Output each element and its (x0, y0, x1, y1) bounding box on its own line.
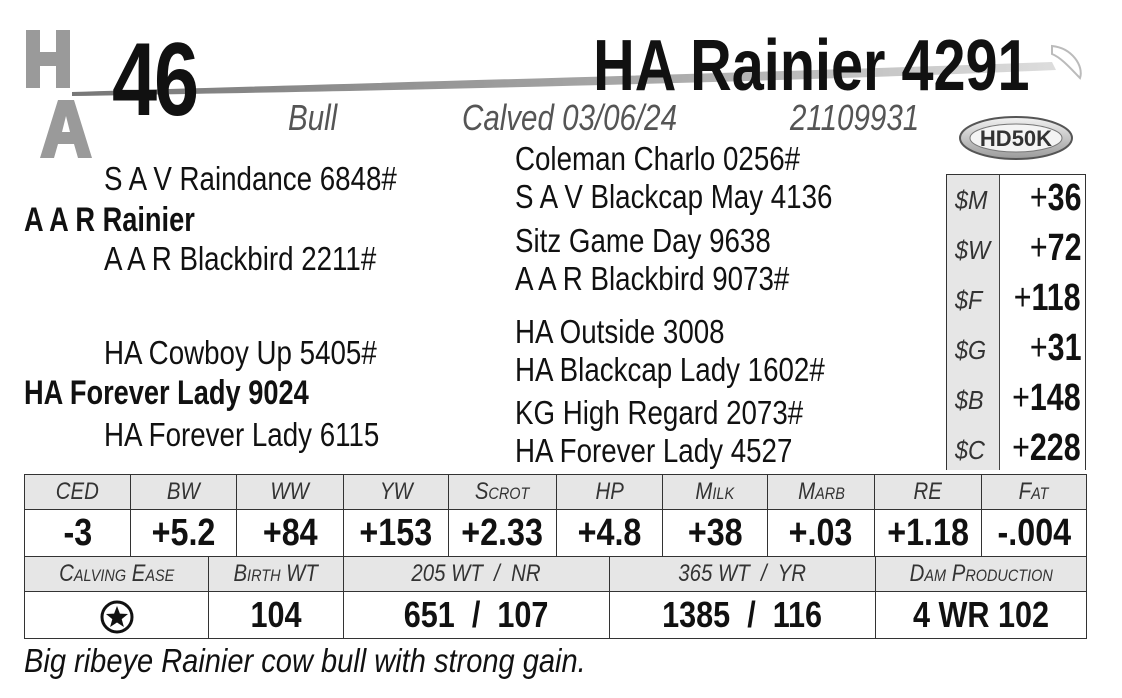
performance-table (24, 556, 1087, 639)
perf-header: 365 WT / YR (610, 557, 876, 592)
weaning-weight-ratio: 651 / 107 (344, 592, 610, 639)
sire-sire-dam: S A V Blackcap May 4136 (515, 178, 833, 215)
epd-header: YW (344, 475, 449, 510)
epd-value: +153 (344, 510, 449, 557)
index-value: 228 (1030, 427, 1081, 469)
dam-sire-dam: HA Blackcap Lady 1602# (515, 351, 825, 388)
index-label: $B (955, 385, 984, 415)
sire-dam-dam: A A R Blackbird 9073# (515, 260, 790, 297)
star-circle-icon (100, 600, 134, 634)
index-value: 36 (1047, 177, 1081, 219)
epd-value: +5.2 (131, 510, 237, 557)
index-row: $F +118 (955, 277, 1081, 319)
epd-header: RE (875, 475, 982, 510)
epd-header: WW (237, 475, 344, 510)
index-label: $C (955, 435, 985, 465)
index-value: 118 (1031, 277, 1081, 319)
epd-table (24, 474, 1087, 557)
epd-value: +2.33 (449, 510, 557, 557)
index-row: $B +148 (955, 377, 1081, 419)
animal-name: HA Rainier 4291 (593, 26, 1030, 106)
sire-sire-sire: Coleman Charlo 0256# (515, 140, 801, 177)
index-row: $C +228 (955, 427, 1081, 469)
epd-value-row (25, 510, 1087, 557)
lot-number: 46 (112, 22, 196, 138)
epd-header: Scrot (449, 475, 557, 510)
dam: HA Forever Lady 9024 (24, 374, 309, 412)
epd-value: -.004 (982, 510, 1087, 557)
epd-value: -3 (25, 510, 131, 557)
hd50k-badge (958, 115, 1074, 161)
index-value: 148 (1030, 377, 1081, 419)
sire: A A R Rainier (24, 201, 195, 239)
epd-header: Fat (982, 475, 1087, 510)
performance-value-row (25, 592, 1087, 639)
epd-value: +84 (237, 510, 344, 557)
dollar-index-box (946, 174, 1086, 470)
epd-header: Marb (768, 475, 875, 510)
registration-number: 21109931 (790, 97, 920, 138)
badge-text: HD50K (979, 126, 1053, 151)
index-label: $F (955, 285, 983, 315)
epd-value: +1.18 (875, 510, 982, 557)
perf-header: Dam Production (876, 557, 1087, 592)
perf-header: 205 WT / NR (344, 557, 610, 592)
comment-text: Big ribeye Rainier cow bull with strong gain. (24, 642, 586, 679)
birth-weight: 104 (209, 592, 344, 639)
yearling-weight-ratio: 1385 / 116 (610, 592, 876, 639)
index-row: $G +31 (955, 327, 1081, 369)
epd-value: +4.8 (557, 510, 663, 557)
sex-label: Bull (288, 97, 338, 138)
dam-dam-sire: KG High Regard 2073# (515, 394, 804, 431)
epd-header: BW (131, 475, 237, 510)
dam-sire: HA Cowboy Up 5405# (104, 334, 377, 371)
dam-sire-sire: HA Outside 3008 (515, 313, 725, 350)
epd-header: HP (557, 475, 663, 510)
dam-dam: HA Forever Lady 6115 (104, 416, 380, 453)
epd-header: CED (25, 475, 131, 510)
perf-header: Birth WT (209, 557, 344, 592)
index-value: 72 (1047, 227, 1081, 269)
calving-ease-cell (25, 592, 209, 639)
index-row: $M +36 (955, 177, 1081, 219)
dam-production: 4 WR 102 (876, 592, 1087, 639)
calved-date: Calved 03/06/24 (462, 97, 678, 138)
dam-dam-dam: HA Forever Lady 4527 (515, 432, 793, 469)
performance-header-row (25, 557, 1087, 592)
index-row: $W +72 (955, 227, 1081, 269)
index-label: $M (955, 185, 988, 215)
index-value: 31 (1047, 327, 1081, 369)
epd-value: +.03 (768, 510, 875, 557)
index-label: $W (955, 235, 991, 265)
perf-header: Calving Ease (25, 557, 209, 592)
sire-dam: A A R Blackbird 2211# (104, 240, 377, 277)
index-label: $G (955, 335, 987, 365)
epd-header: Milk (663, 475, 768, 510)
sire-dam-sire: Sitz Game Day 9638 (515, 222, 771, 259)
epd-header-row (25, 475, 1087, 510)
sire-sire: S A V Raindance 6848# (104, 160, 397, 197)
epd-value: +38 (663, 510, 768, 557)
